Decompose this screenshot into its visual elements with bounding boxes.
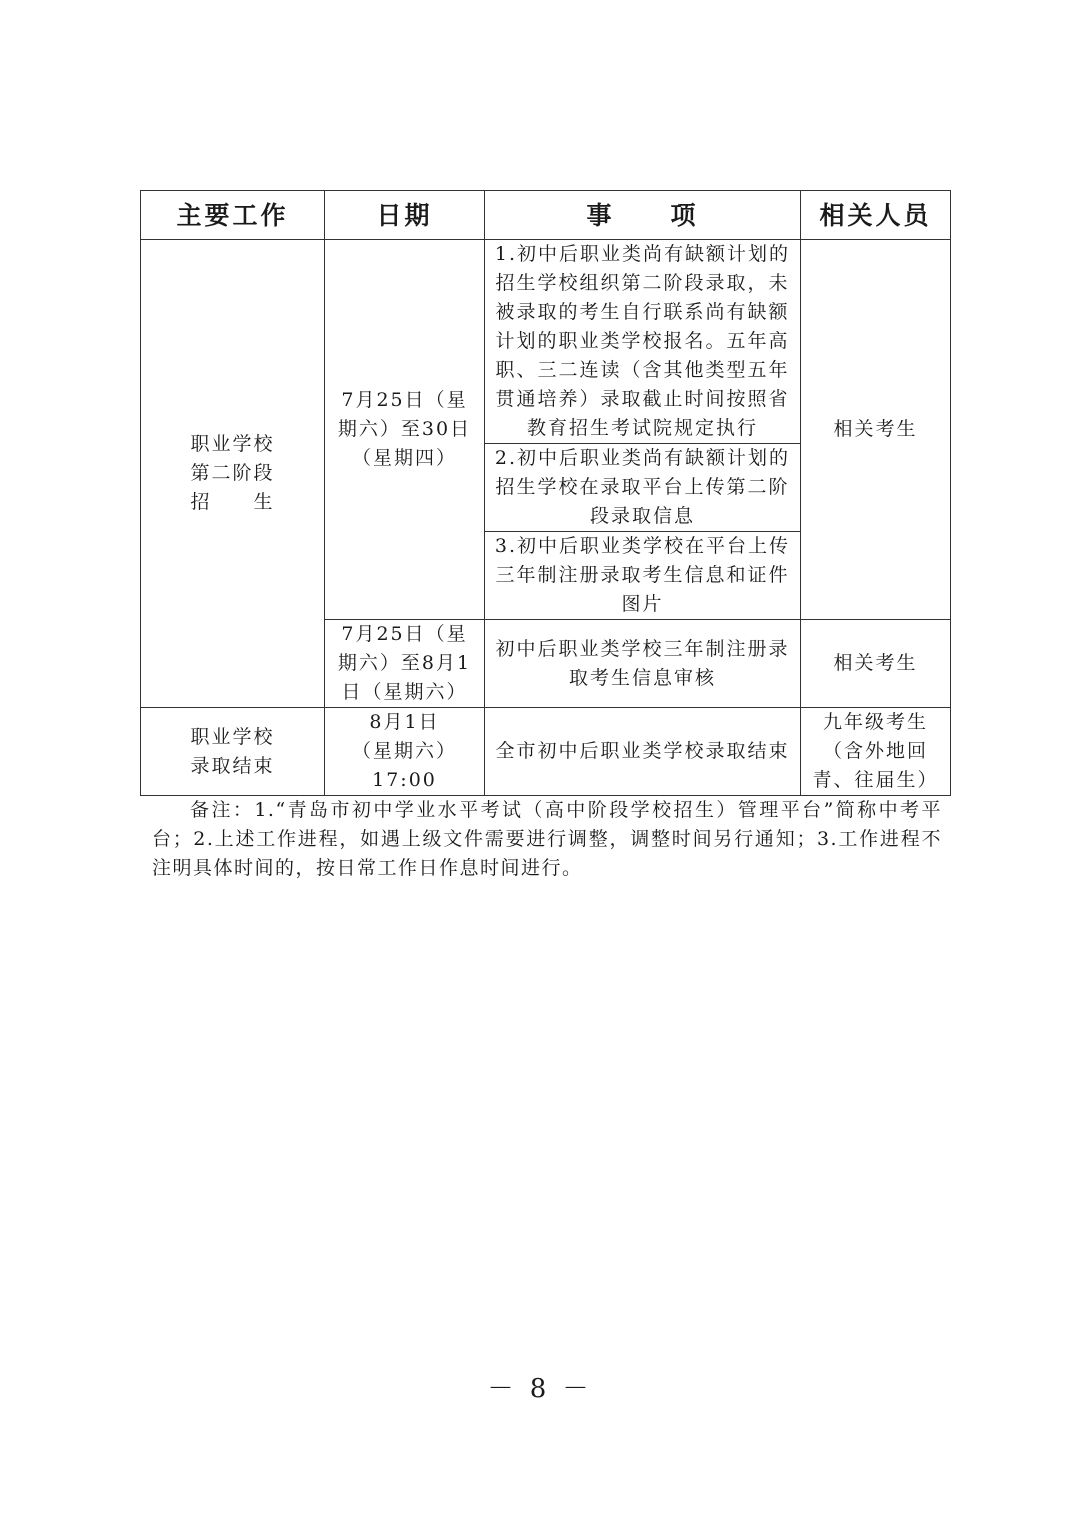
work-cell-stage2: 职业学校 第二阶段 招 生	[141, 240, 325, 708]
header-date: 日期	[325, 191, 485, 240]
work-cell-admission-end: 职业学校 录取结束	[141, 708, 325, 796]
header-people: 相关人员	[801, 191, 951, 240]
date-cell: 8月1日 （星期六） 17:00	[325, 708, 485, 796]
header-items: 事 项	[485, 191, 801, 240]
people-cell: 相关考生	[801, 240, 951, 620]
date-cell: 7月25日（星 期六）至30日 （星期四）	[325, 240, 485, 620]
table-row	[141, 708, 951, 796]
item-cell: 3.初中后职业类学校在平台上传三年制注册录取考生信息和证件图片	[485, 532, 801, 620]
schedule-table	[140, 190, 951, 796]
item-cell: 初中后职业类学校三年制注册录取考生信息审核	[485, 620, 801, 708]
header-main-work: 主要工作	[141, 191, 325, 240]
page-number: － 8 －	[487, 1374, 593, 1404]
table-header-row	[141, 191, 951, 240]
item-cell: 2.初中后职业类尚有缺额计划的招生学校在录取平台上传第二阶段录取信息	[485, 444, 801, 532]
date-cell: 7月25日（星 期六）至8月1 日（星期六）	[325, 620, 485, 708]
item-cell: 1.初中后职业类尚有缺额计划的招生学校组织第二阶段录取，未被录取的考生自行联系尚有缺额计划的职业类学校报名。五年高职、三二连读（含其他类型五年贯通培养）录取截止时间按照省教育招生考试院规定执行	[485, 240, 801, 444]
people-cell: 相关考生	[801, 620, 951, 708]
footnote: 备注：1.“青岛市初中学业水平考试（高中阶段学校招生）管理平台”简称中考平台；2.上述工作进程，如遇上级文件需要进行调整，调整时间另行通知；3.工作进程不注明具体时间的，按日常工作日作息时间进行。	[152, 799, 942, 879]
table-row	[141, 240, 951, 444]
item-cell: 全市初中后职业类学校录取结束	[485, 708, 801, 796]
people-cell: 九年级考生 （含外地回 青、往届生）	[801, 708, 951, 796]
